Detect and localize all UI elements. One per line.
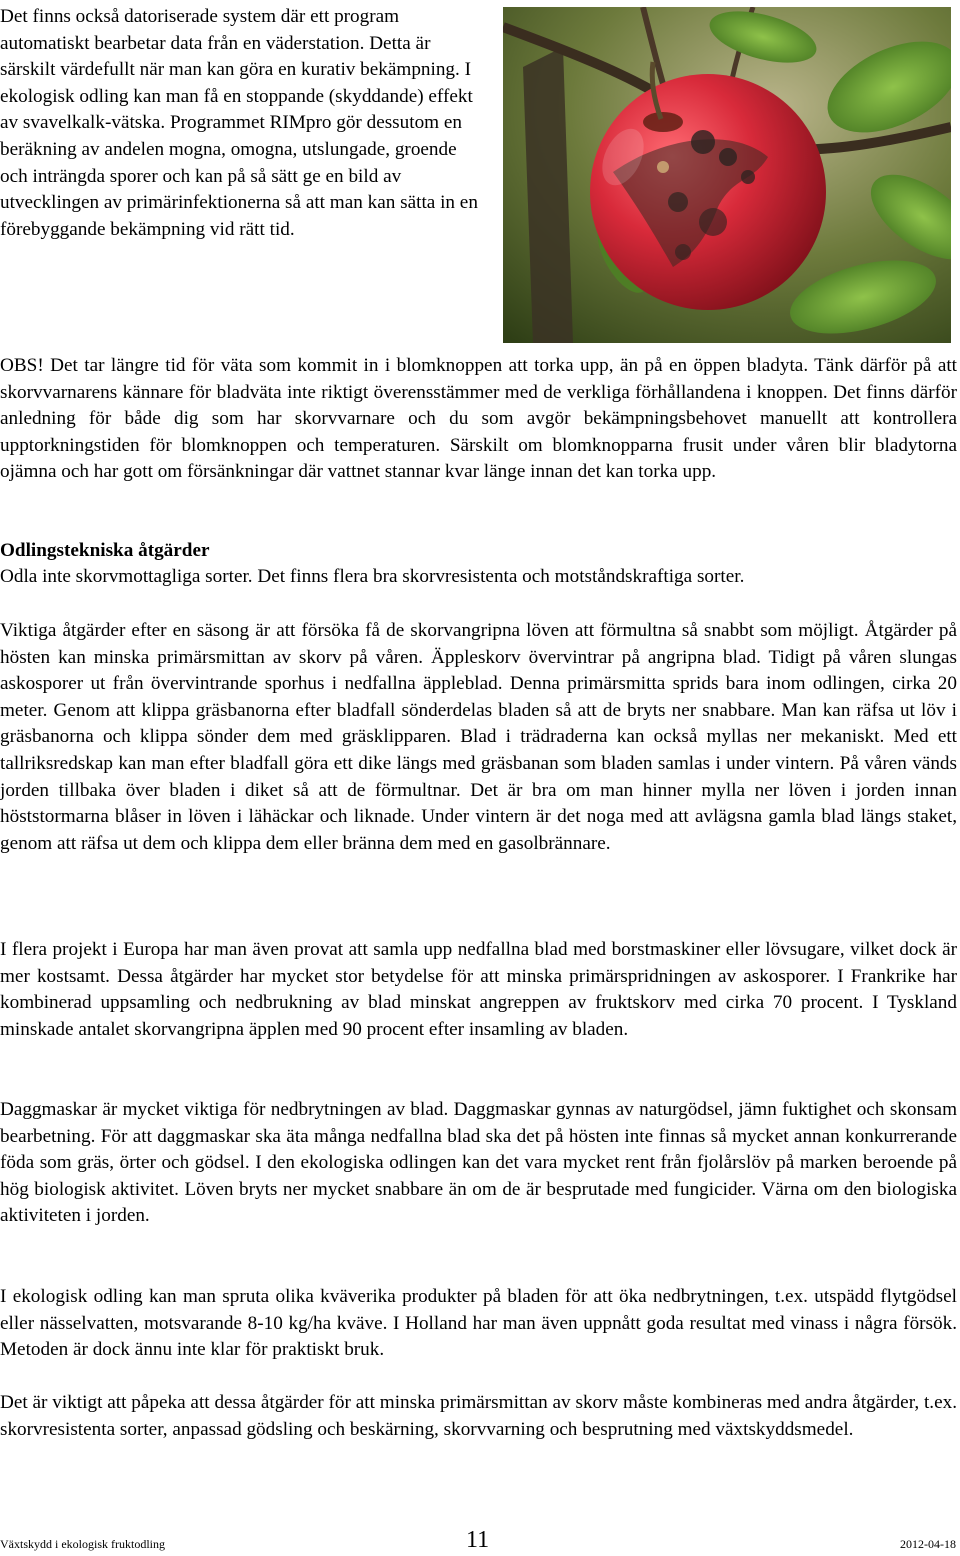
page-number: 11 (466, 1527, 490, 1553)
section-heading: Odlingstekniska åtgärder (0, 540, 210, 561)
intro-paragraph: Det finns också datoriserade system där ett program automatiskt bearbetar data från en väderstation. Detta är särskilt värdefullt när man kan göra en kurativ bekämpning. I ekologisk odling kan man få en stoppande (skyddande) effekt av svavelkalk-vätska. Programmet RIMpro gör dessutom en beräkning av andelen mogna, omogna, utslungade, groende och inträngda sporer och kan på så sätt ge en bild av utvecklingen av primärinfektionerna så att man kan sätta in en förebyggande bekämpning vid rätt tid. (0, 6, 478, 240)
footer-title: Växtskydd i ekologisk fruktodling (0, 1537, 165, 1551)
paragraph-6: Det är viktigt att påpeka att dessa åtgärder för att minska primärsmittan av skorv måste kombineras med andra åtgärder, t.ex. skorvresistenta sorter, anpassad gödsling och beskärning, skorvvarning och besprutning med växtskyddsmedel. (0, 1392, 957, 1440)
paragraph-5: I ekologisk odling kan man spruta olika kväverika produkter på bladen för att öka nedbrytningen, t.ex. utspädd flytgödsel eller nässelvatten, motsvarande 8-10 kg/ha kväve. I Holland har man även uppnått goda resultat med vinass i några försök. Metoden är dock ännu inte klar för praktiskt bruk. (0, 1286, 957, 1361)
paragraph-2: Viktiga åtgärder efter en säsong är att försöka få de skorvangripna löven att förmultna så snabbt som möjligt. Åtgärder på hösten kan minska primärsmittan av skorv på våren. Äppleskorv övervintrar på angripna blad. Tidigt på våren slungas askosporer ut från övervintrande sporhus i nedfallna äppleblad. Denna primärsmitta sprids bara inom odlingen, cirka 20 meter. Genom att klippa gräsbanorna efter bladfall sönderdelas bladen så att de bryts ner snabbare. Man kan räfsa ut löv i gräsbanorna och klippa sönder dem med gräsklipparen. Blad i trädraderna kan också myllas ner mekaniskt. Med ett tallriksredskap kan man efter bladfall göra ett dike längs med gräsbanan som bladen samlas i under vintern. På våren vänds jorden tillbaka över bladen i diket så att de förmultnar. Det är bra om man hinner mylla ner löven i jorden innan höststormarna blåser in löven i lähäckar och liknade. Under vintern är det noga med att avlägsna gamla blad längs staket, genom att räfsa ut dem och klippa dem eller bränna dem med en gasolbrännare. (0, 620, 957, 854)
apple-scab-photo (503, 7, 951, 343)
paragraph-3: I flera projekt i Europa har man även provat att samla upp nedfallna blad med borstmaskiner eller lövsugare, vilket dock är mer kostsamt. Dessa åtgärder har mycket stor betydelse för att minska primärspridningen av askosporer. I Frankrike har kombinerad uppsamling och nedbrukning av blad minskat angreppen av fruktskorv med cirka 70 procent. I Tyskland minskade antalet skorvangripna äpplen med 90 procent efter insamling av bladen. (0, 939, 957, 1040)
paragraph-4: Daggmaskar är mycket viktiga för nedbrytningen av blad. Daggmaskar gynnas av naturgödsel, jämn fuktighet och skonsam bearbetning. För att daggmaskar ska äta många nedfallna blad ska det på hösten inte finnas så mycket annan konkurrerande föda som gräs, örter och gödsel. I den ekologiska odlingen kan det vara mycket rent från fjolårslöv på marken beroende på hög biologisk aktivitet. Löven bryts ner mycket snabbare än om de är besprutade med fungicider. Värna om den biologiska aktiviteten i jorden. (0, 1099, 957, 1227)
paragraph-1: Odla inte skorvmottagliga sorter. Det finns flera bra skorvresistenta och motståndskraftiga sorter. (0, 566, 745, 587)
footer-date: 2012-04-18 (900, 1537, 956, 1551)
obs-paragraph: OBS! Det tar längre tid för väta som kommit in i blomknoppen att torka upp, än på en öppen bladyta. Tänk därför på att skorvvarnarens kännare för bladväta inte riktigt överensstämmer med de verkliga förhållandena i knoppen. Det finns därför anledning för både dig som har skorvvarnare och du som avgör bekämpningsbehovet manuellt att kontrollera upptorkningstiden för blomknoppen och temperaturen. Särskilt om blomknopparna frusit under våren blir bladytorna ojämna och har gott om försänkningar där vattnet stannar kvar länge innan det kan torka upp. (0, 355, 957, 483)
